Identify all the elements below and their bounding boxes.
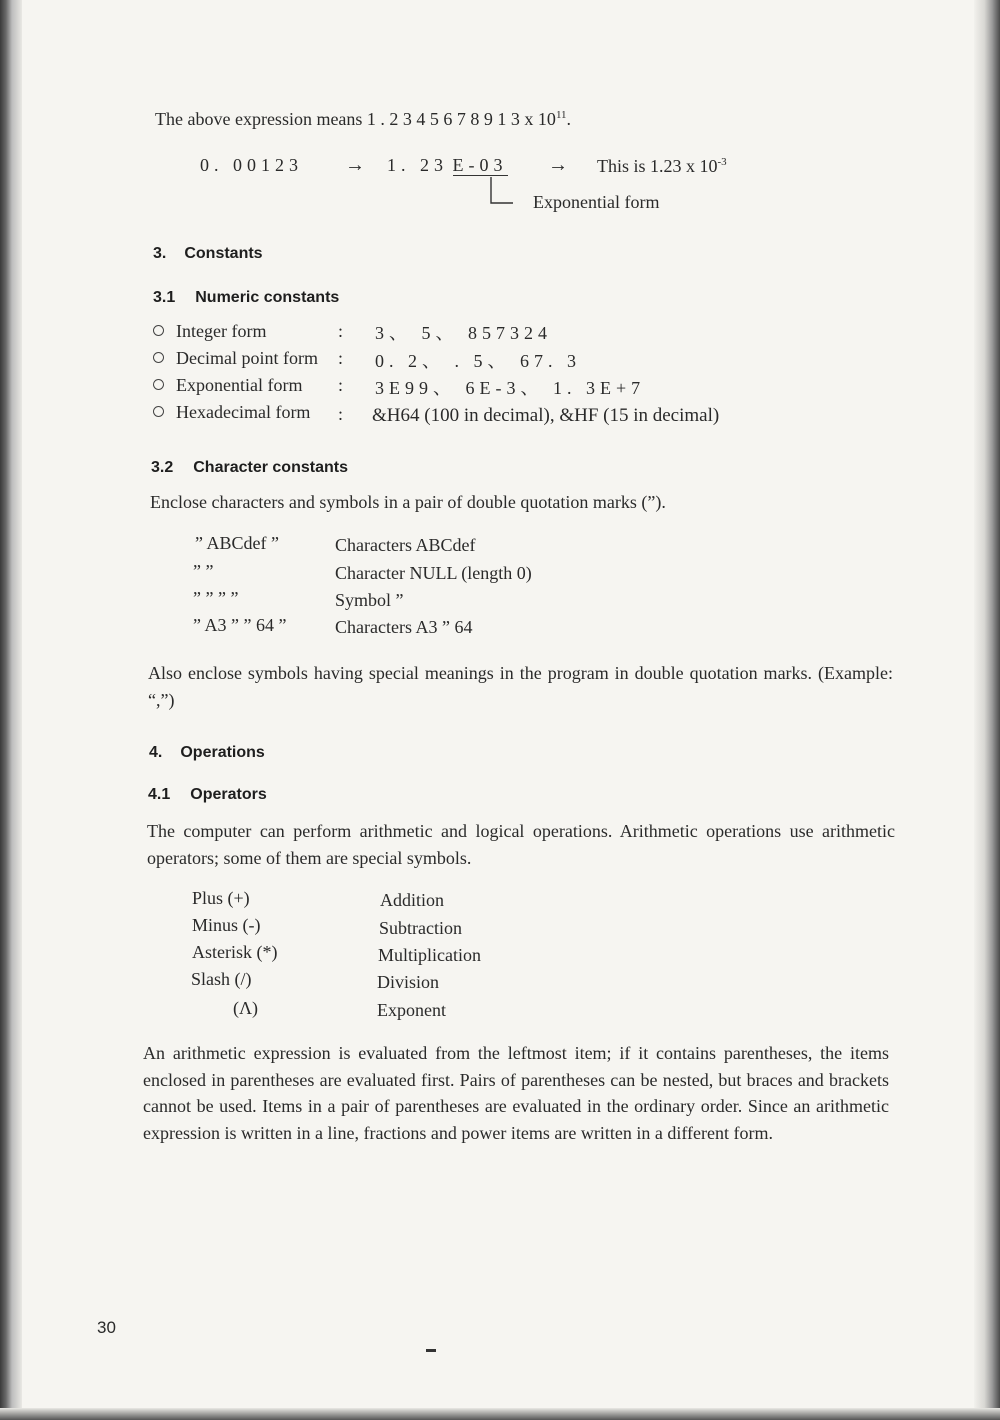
arrow-1: → — [345, 154, 365, 176]
numeric-row-integer — [153, 320, 266, 342]
operators-intro-paragraph: The computer can perform arithmetic and logical operations. Arithmetic operations use arithmetic operators; some of them are special symbols. — [147, 821, 895, 868]
book-spine-shadow — [0, 0, 22, 1420]
numeric-value: 0. 2、 . 5、 67. 3 — [375, 351, 581, 371]
operator-meaning: Subtraction — [379, 918, 462, 938]
numeric-row-exponential — [153, 374, 302, 396]
section-number: 4. — [149, 744, 163, 761]
meaning-text: This is 1.23 x 10 — [597, 156, 718, 176]
char-desc: Characters ABCdef — [335, 535, 476, 555]
char-code: ” ” — [193, 561, 214, 581]
bullet-circle-icon — [153, 379, 164, 390]
page-bottom-edge — [0, 1408, 1000, 1420]
bullet-circle-icon — [153, 406, 164, 417]
numeric-row-hexadecimal — [153, 401, 310, 423]
operator-symbol: Slash (/) — [191, 969, 252, 989]
arrow-2: → — [548, 154, 568, 176]
char-code: ” ABCdef ” — [195, 533, 279, 553]
evaluation-paragraph: An arithmetic expression is evaluated from the leftmost item; if it contains parentheses, the items enclosed in parentheses are evaluated first. Pairs of parentheses can be nested, but braces and brackets cannot be used. Items in a pair of parentheses are evaluated in the ordinary order. Since an arithmetic expression is written in a line, fractions and power items are written in a different form. — [143, 1043, 889, 1143]
char-desc: Characters A3 ” 64 — [335, 617, 473, 637]
operator-meaning: Exponent — [377, 1000, 446, 1020]
subsection-number: 4.1 — [148, 786, 171, 803]
char-code: ” ” ” ” — [193, 588, 239, 608]
subsection-title: Character constants — [193, 459, 348, 476]
page-right-edge — [974, 0, 1000, 1420]
subsection-number: 3.2 — [151, 459, 174, 476]
numeric-sep: : — [338, 375, 344, 395]
operator-symbol: Plus (+) — [192, 888, 250, 908]
row-label: Integer form — [176, 321, 267, 341]
page-number: 30 — [97, 1318, 116, 1337]
character-constants-intro: Enclose characters and symbols in a pair of double quotation marks (”). — [150, 492, 666, 512]
callout-label: Exponential form — [533, 192, 660, 212]
section-title: Constants — [184, 245, 263, 262]
scan-mark — [426, 1349, 436, 1352]
numeric-sep: : — [338, 348, 344, 368]
numeric-sep: : — [338, 321, 344, 341]
subsection-4-1-heading — [148, 784, 267, 806]
char-code: ” A3 ” ” 64 ” — [193, 615, 287, 635]
conversion-meaning — [597, 155, 727, 177]
subsection-title: Numeric constants — [195, 289, 340, 306]
also-enclose-paragraph: Also enclose symbols having special meanings in the program in double quotation marks. (Example: “,”) — [148, 663, 893, 710]
conversion-result — [387, 154, 508, 176]
sentence-end: . — [566, 109, 572, 129]
result-mantissa: 1. 23 — [387, 155, 448, 175]
exponent-11: 11 — [555, 109, 567, 121]
section-title: Operations — [180, 744, 265, 761]
subsection-number: 3.1 — [153, 289, 176, 306]
section-4-heading — [149, 742, 265, 764]
subsection-title: Operators — [190, 786, 267, 803]
result-exponent: E-03 — [452, 155, 508, 175]
section-3-heading — [153, 243, 263, 265]
char-desc: Character NULL (length 0) — [335, 563, 532, 583]
exponent-minus-3: -3 — [717, 156, 727, 168]
numeric-value: 3E99、 6E-3、 1. 3E+7 — [375, 378, 646, 398]
operator-meaning: Addition — [380, 890, 445, 910]
row-label: Hexadecimal form — [176, 402, 311, 422]
numeric-value: 3、 5、 857324 — [375, 323, 552, 343]
subsection-3-2-heading — [151, 457, 348, 479]
row-label: Decimal point form — [176, 348, 318, 368]
expression-text: The above expression means 1 . 2 3 4 5 6 7 8 9 1 3 x 10 — [155, 109, 556, 129]
numeric-value: &H64 (100 in decimal), &HF (15 in decimal) — [372, 405, 720, 426]
numeric-row-decimal — [153, 347, 318, 369]
char-desc: Symbol ” — [335, 590, 404, 610]
operator-symbol: (Λ) — [233, 998, 259, 1018]
operator-symbol: Minus (-) — [192, 915, 261, 935]
operator-symbol: Asterisk (*) — [192, 942, 278, 962]
subsection-3-1-heading — [153, 287, 339, 309]
operator-meaning: Multiplication — [378, 945, 481, 965]
conversion-original: 0. 00123 — [200, 155, 303, 175]
bullet-circle-icon — [153, 352, 164, 363]
numeric-sep: : — [338, 404, 344, 424]
bullet-circle-icon — [153, 325, 164, 336]
operator-meaning: Division — [377, 972, 440, 992]
row-label: Exponential form — [176, 375, 303, 395]
callout-bracket — [486, 177, 516, 209]
expression-meaning-line — [155, 108, 571, 130]
section-number: 3. — [153, 245, 167, 262]
